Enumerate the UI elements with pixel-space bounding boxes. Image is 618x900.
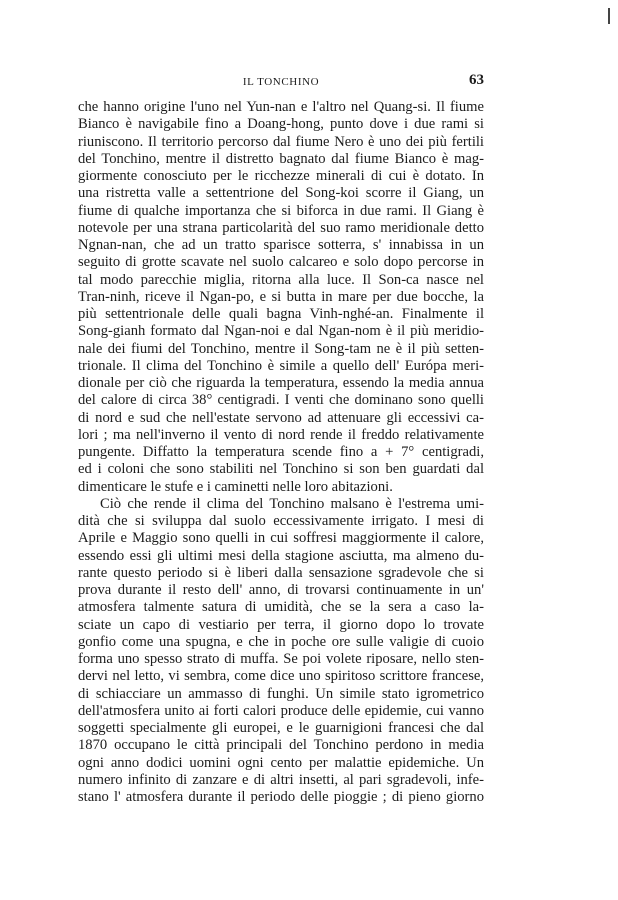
text-line: una ristretta valle a settentrione del Song-koi scorre il Giang, un xyxy=(78,185,484,202)
text-line: di schiacciare un ammasso di funghi. Un simile stato igrometrico xyxy=(78,685,484,702)
text-line: ed i coloni che sono stabiliti nel Tonchino si son ben guardati dal xyxy=(78,461,484,478)
text-line: pungente. Diffatto la temperatura scende fino a + 7° centigradi, xyxy=(78,444,484,460)
text-line: soggetti specialmente gli europei, e le guarnigioni francesi che dal xyxy=(78,720,484,736)
text-line: di nord e sud che nell'estate servono ad attenuare gli eccessivi ca- xyxy=(78,409,484,426)
text-line: dervi nel letto, vi sembra, come dice uno spiritoso scrittore francese, xyxy=(78,668,484,685)
text-line: giormente conosciuto per le ricchezze minerali di cui è dotato. In xyxy=(78,168,484,184)
text-line: riuniscono. Il territorio percorso dal fiume Nero è uno dei più fertili xyxy=(78,133,484,150)
text-line: numero infinito di zanzare e di altri insetti, al pari sgradevoli, infe- xyxy=(78,771,484,788)
text-line: fiume di qualche importanza che si biforca in due rami. Il Giang è xyxy=(78,202,484,219)
text-line: ogni anno dodici uomini ogni cento per malattie epidemiche. Un xyxy=(78,754,484,771)
text-line: del calore di circa 38° centigradi. I venti che dominano sono quelli xyxy=(78,392,484,409)
page-header xyxy=(78,66,484,88)
text-line: notevole per una strana particolarità del suo ramo meridionale detto xyxy=(78,219,484,236)
text-line: che hanno origine l'uno nel Yun-nan e l'altro nel Quang-si. Il fiume xyxy=(78,99,484,115)
text-line: Ngnan-nan, che ad un tratto sparisce sotterra, s' innabissa in un xyxy=(78,237,484,253)
text-line: Ciò che rende il clima del Tonchino malsano è l'estrema umi- xyxy=(100,495,484,512)
text-line: dità che si sviluppa dal suolo eccessivamente irrigato. I mesi di xyxy=(78,513,484,529)
text-line: trionale. Il clima del Tonchino è simile a quello dell' Európa meri- xyxy=(78,357,484,374)
text-line: rante questo periodo si è liberi dalla sensazione sgradevole che si xyxy=(78,564,484,581)
text-line: 1870 occupano le città principali del Tonchino perdono in media xyxy=(78,737,484,754)
text-line: più settentrionale delle quali bagna Vinh-nghé-an. Finalmente il xyxy=(78,306,484,322)
page-edge-mark xyxy=(608,8,610,24)
text-line: prova durante il resto dell' anno, di trovarsi continuamente in un' xyxy=(78,582,484,598)
text-line: Song-gianh formato dal Ngan-noi e dal Ngan-nom è il più meridio- xyxy=(78,323,484,340)
running-title: IL TONCHINO xyxy=(242,76,320,88)
body-text xyxy=(78,99,484,806)
text-line: dimenticare le stufe e i caminetti nelle loro abitazioni. xyxy=(78,478,393,495)
text-line: del Tonchino, mentre il distretto bagnato dal fiume Bianco è mag- xyxy=(78,150,484,167)
text-line: gonfio come una spugna, e che in poche ore sulle valigie di cuoio xyxy=(78,633,484,650)
text-line: dell'atmosfera unito ai forti calori produce delle epidemie, cui vanno xyxy=(78,702,484,719)
text-line: tal modo parecchie miglia, ritorna alla luce. Il Son-ca nasce nel xyxy=(78,271,484,288)
text-line: stano l' atmosfera durante il periodo delle pioggie ; di pieno giorno xyxy=(78,789,484,805)
text-line: essendo essi gli ultimi mesi della stagione asciutta, ma almeno du- xyxy=(78,547,484,564)
text-line: seguito di grotte scavate nel suolo calcareo e solo dopo percorse in xyxy=(78,254,484,271)
text-line: Bianco è navigabile fino a Doang-hong, punto dove i due rami si xyxy=(78,116,484,133)
text-line: lori ; ma nell'inverno il vento di nord rende il freddo relativamente xyxy=(78,426,484,443)
text-line: Tran-ninh, riceve il Ngan-po, e si butta in mare per due bocche, la xyxy=(78,288,484,305)
text-line: atmosfera talmente satura di umidità, che se la sera a caso la- xyxy=(78,599,484,616)
text-line: dionale per ciò che riguarda la temperatura, essendo la media annua xyxy=(78,375,484,391)
page-number: 63 xyxy=(469,72,484,88)
text-line: Aprile e Maggio sono quelli in cui soffresi maggiormente il calore, xyxy=(78,530,484,547)
text-line: sciate un capo di vestiario per terra, il giorno dopo lo trovate xyxy=(78,616,484,633)
text-line: nale dei fiumi del Tonchino, mentre il Song-tam ne è il più setten- xyxy=(78,340,484,357)
text-line: forma uno spesso strato di muffa. Se poi volete riposare, nello sten- xyxy=(78,651,484,667)
